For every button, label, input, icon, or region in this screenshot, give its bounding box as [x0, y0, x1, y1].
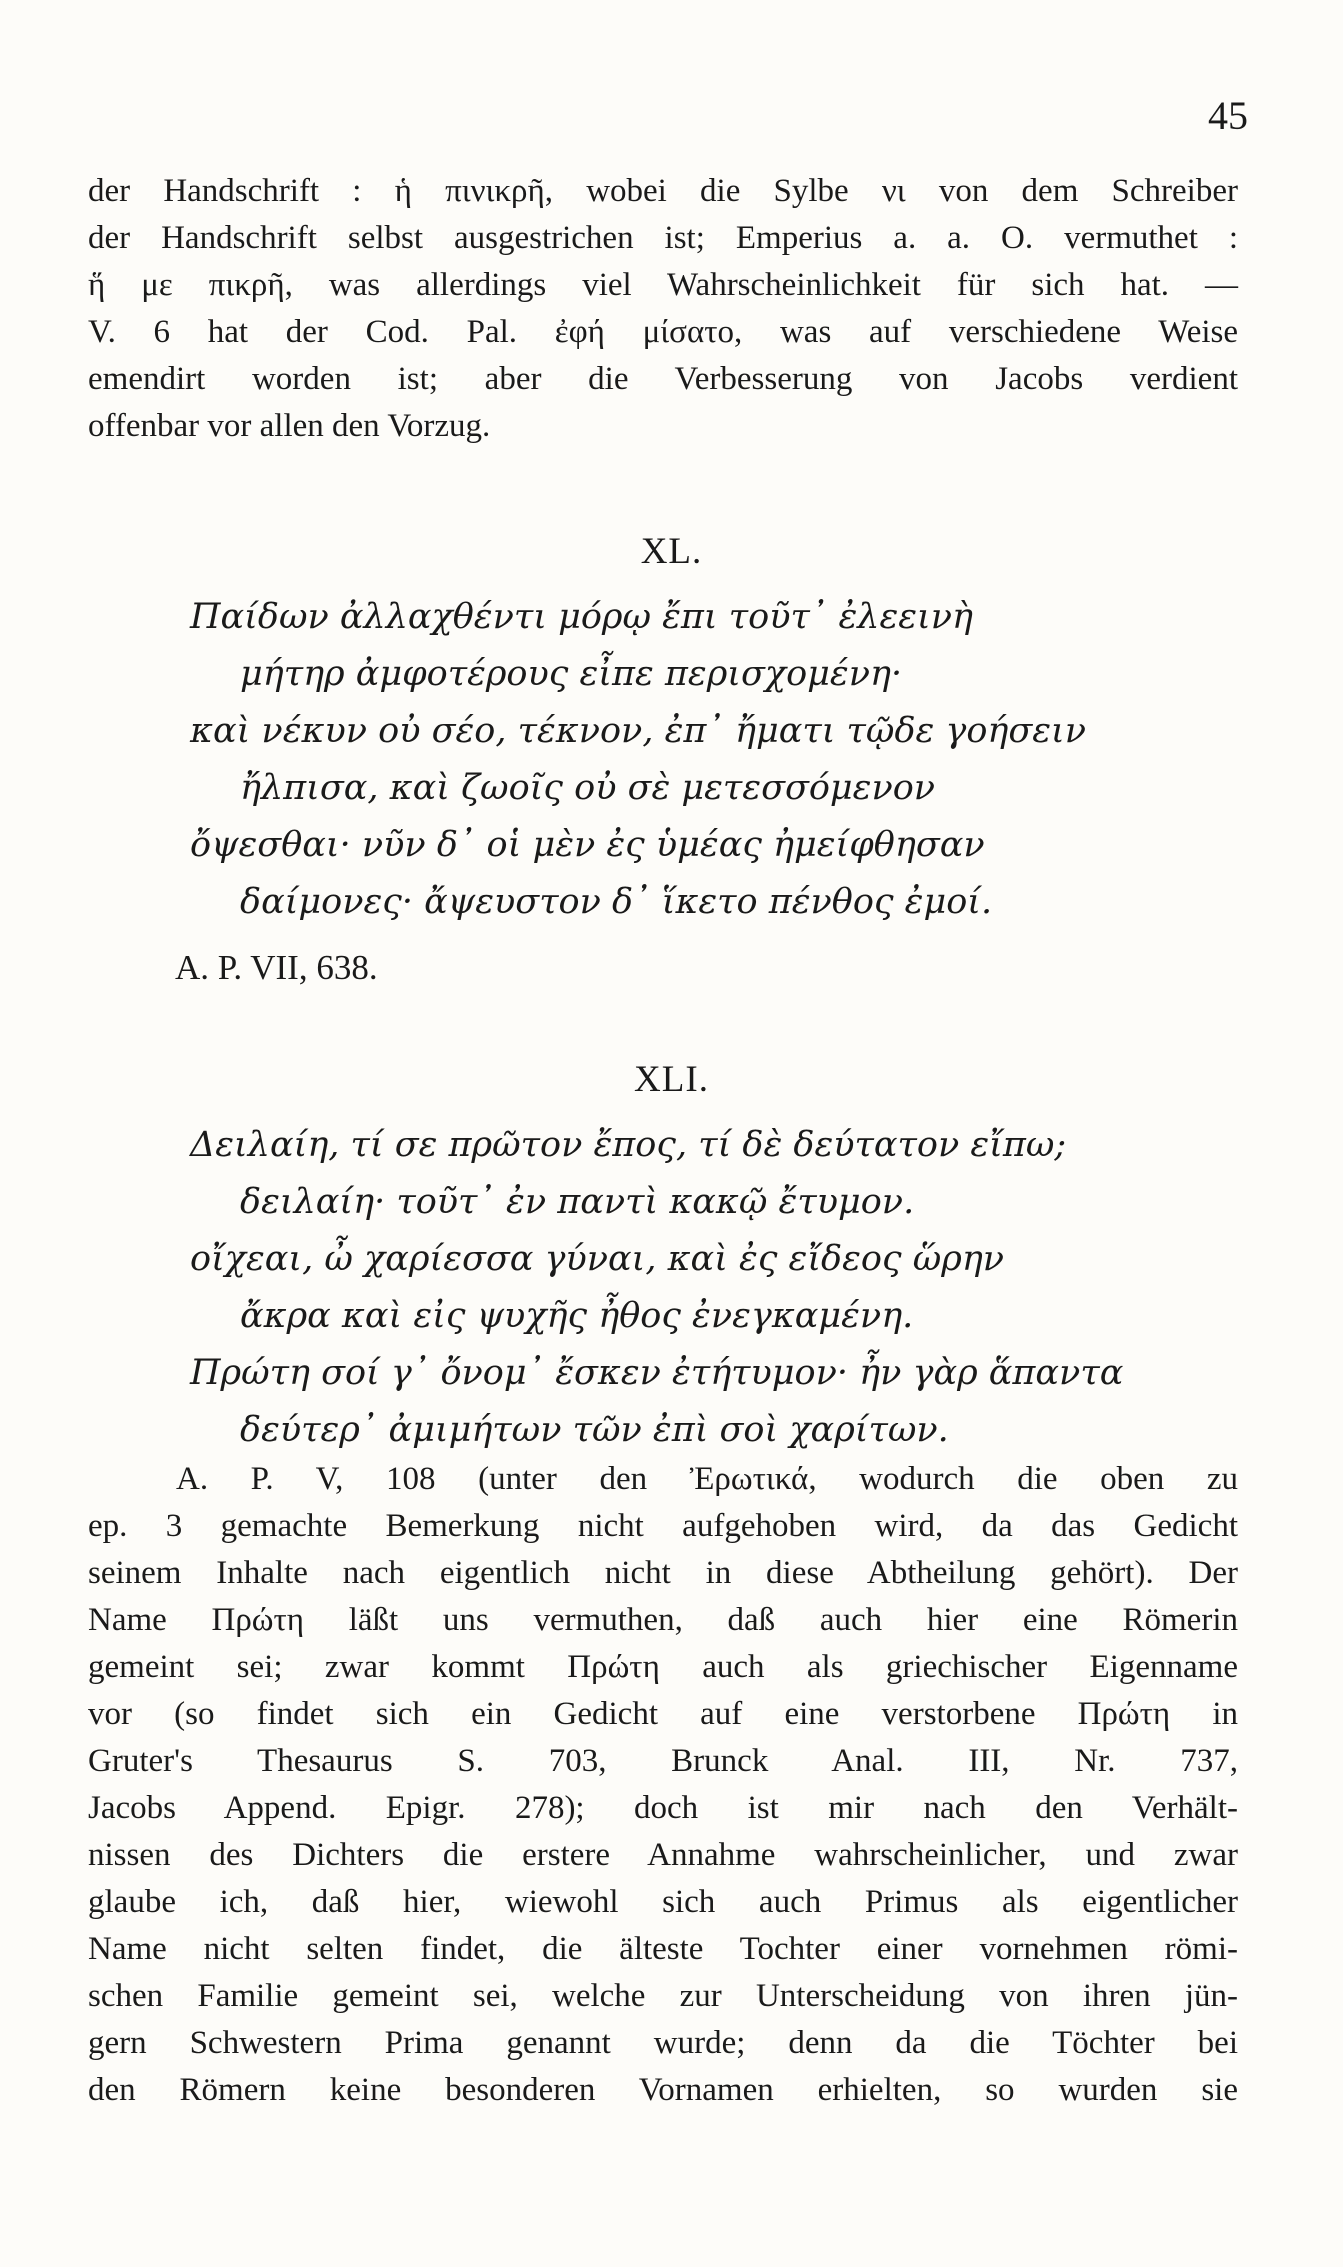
- verse-line: δαίμονες· ἄψευστον δ᾽ ἵκετο πένθος ἐμοί.: [240, 882, 993, 922]
- verse-line: οἴχεαι, ὦ χαρίεσσα γύναι, καὶ ἐς εἴδεος ὥρην: [190, 1239, 1005, 1279]
- text-line: gemeint sei; zwar kommt Πρώτη auch als griechischer Eigenname: [88, 1649, 1238, 1685]
- verse-line: ὄψεσθαι· νῦν δ᾽ οἱ μὲν ἐς ὑμέας ἠμείφθησαν: [190, 825, 985, 865]
- text-line: nissen des Dichters die erstere Annahme wahrscheinlicher, und zwar: [88, 1837, 1238, 1873]
- text-line: schen Familie gemeint sei, welche zur Unterscheidung von ihren jün-: [88, 1978, 1238, 2014]
- text-line: gern Schwestern Prima genannt wurde; denn da die Töchter bei: [88, 2025, 1238, 2061]
- epigram-40-source: A. P. VII, 638.: [175, 948, 378, 987]
- text-line: ep. 3 gemachte Bemerkung nicht aufgehoben wird, da das Gedicht: [88, 1508, 1238, 1544]
- text-line: A. P. V, 108 (unter den Ἐρωτικά, wodurch die oben zu: [176, 1461, 1238, 1497]
- text-line: glaube ich, daß hier, wiewohl sich auch Primus als eigentlicher: [88, 1884, 1238, 1920]
- text-line: Jacobs Append. Epigr. 278); doch ist mir nach den Verhält-: [88, 1790, 1238, 1826]
- text-line: Name nicht selten findet, die älteste Tochter einer vornehmen römi-: [88, 1931, 1238, 1967]
- text-line: offenbar vor allen den Vorzug.: [88, 408, 491, 444]
- verse-line: καὶ νέκυν οὐ σέο, τέκνον, ἐπ᾽ ἤματι τῷδε γοήσειν: [190, 711, 1087, 751]
- verse-line: Δειλαίη, τί σε πρῶτον ἔπος, τί δὲ δεύτατον εἴπω;: [190, 1125, 1067, 1165]
- text-line: emendirt worden ist; aber die Verbesserung von Jacobs verdient: [88, 361, 1238, 397]
- verse-line: μήτηρ ἀμφοτέρους εἶπε περισχομένη·: [240, 654, 903, 694]
- text-line: V. 6 hat der Cod. Pal. ἐφή μίσατο, was auf verschiedene Weise: [88, 314, 1238, 350]
- verse-line: δεύτερ᾽ ἀμιμήτων τῶν ἐπὶ σοὶ χαρίτων.: [240, 1410, 949, 1450]
- epigram-40-heading: XL.: [640, 531, 703, 572]
- verse-line: ἤλπισα, καὶ ζωοῖς οὐ σὲ μετεσσόμενον: [240, 768, 936, 808]
- page-number: 45: [1208, 93, 1248, 138]
- text-line: der Handschrift : ἡ πινικρῆ, wobei die Sylbe νι von dem Schreiber: [88, 173, 1238, 209]
- verse-line: Πρώτη σοί γ᾽ ὄνομ᾽ ἔσκεν ἐτήτυμον· ἦν γὰρ ἅπαντα: [190, 1353, 1124, 1393]
- text-line: vor (so findet sich ein Gedicht auf eine verstorbene Πρώτη in: [88, 1696, 1238, 1732]
- text-line: Name Πρώτη läßt uns vermuthen, daß auch hier eine Römerin: [88, 1602, 1238, 1638]
- epigram-41-heading: XLI.: [634, 1059, 709, 1100]
- bottom-paragraph: [88, 1456, 1238, 2114]
- verse-line: ἄκρα καὶ εἰς ψυχῆς ἦθος ἐνεγκαμένη.: [240, 1296, 914, 1336]
- text-line: seinem Inhalte nach eigentlich nicht in diese Abtheilung gehört). Der: [88, 1555, 1238, 1591]
- text-line: ἥ με πικρῆ, was allerdings viel Wahrscheinlichkeit für sich hat. —: [88, 267, 1238, 303]
- top-paragraph: [88, 168, 1238, 450]
- verse-line: δειλαίη· τοῦτ᾽ ἐν παντὶ κακῷ ἔτυμον.: [240, 1182, 915, 1222]
- text-line: der Handschrift selbst ausgestrichen ist; Emperius a. a. O. vermuthet :: [88, 220, 1238, 256]
- verse-line: Παίδων ἀλλαχθέντι μόρῳ ἔπι τοῦτ᾽ ἐλεεινὴ: [190, 597, 973, 637]
- text-line: Gruter's Thesaurus S. 703, Brunck Anal. III, Nr. 737,: [88, 1743, 1238, 1779]
- text-line: den Römern keine besonderen Vornamen erhielten, so wurden sie: [88, 2072, 1238, 2108]
